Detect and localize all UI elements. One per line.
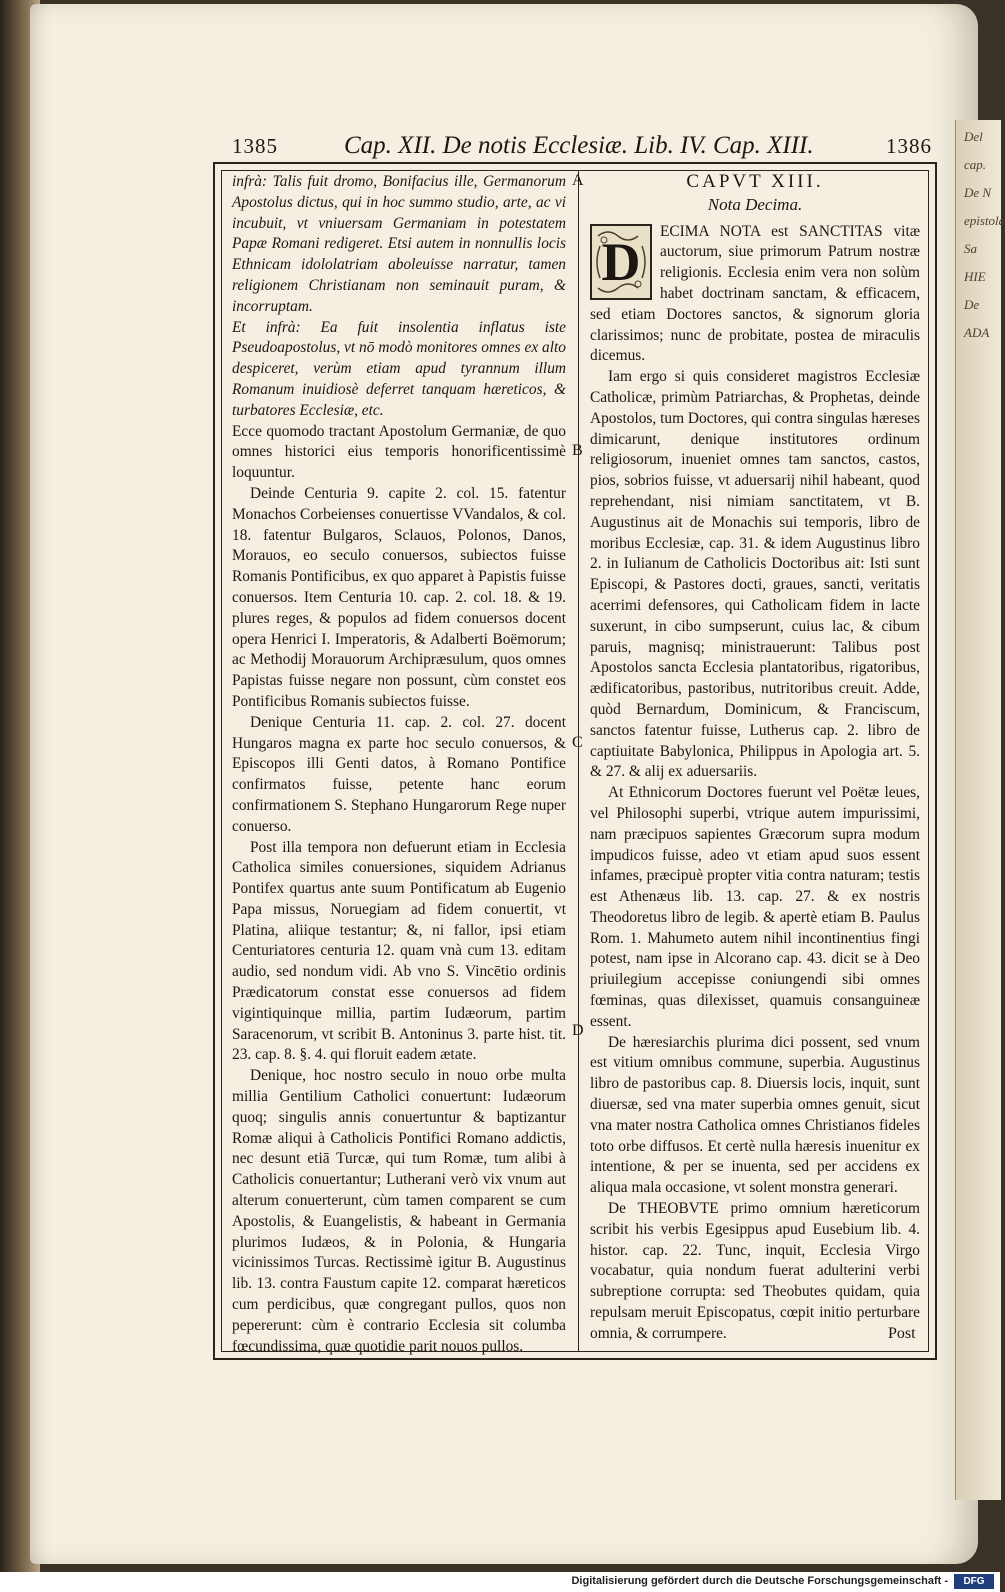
dropcap-letter: D xyxy=(601,231,641,292)
adjacent-fragment: HIE xyxy=(964,269,986,284)
adjacent-fragment: De xyxy=(964,297,980,312)
margin-letter-a: A xyxy=(572,172,584,189)
margin-letter-c: C xyxy=(572,734,583,751)
nota-heading: Nota Decima. xyxy=(707,194,803,214)
chapter-heading: CAPVT XIII. xyxy=(686,171,824,192)
paragraph: At Ethnicorum Doctores fuerunt vel Poëtæ leues, vel Philosophi superbi, vtrique autem impurissimi, nam præcipuos sapientes Græcorum supra modum impudicos fuisse, adeo vt etiam apud suos essent infames, præcipuè propter vitia contra naturam; testis est Athenæus lib. 13. cap. 27. & ex nostris Theodoretus libro de legib. & apertè etiam B. Paulus Rom. 1. Mahumeto autem nihil incontinentius fingi potest, nam ipse in Alcorano cap. 43. dicit se à Deo priuilegium accepisse coniungendi sibi omnes fœminas, quas dilexisset, quamuis consanguineæ essent. xyxy=(590,784,920,1030)
paragraph: infrà: Talis fuit dromo, Bonifacius ille, Germanorum Apostolus dictus, qui in hoc summo studio, arte, ac vi incubuit, vt vniuersam Germaniam in potestatem Papæ Romani redigeret. Etsi autem in nonnullis locis Ethnicam idololatriam aboleuisse narratur, tamen religionem Christianam non seminauit puram, & incorruptam. xyxy=(232,173,566,315)
adjacent-fragment: Sa xyxy=(964,241,977,256)
adjacent-fragment: De N xyxy=(964,185,992,200)
catchword: Post xyxy=(888,1325,916,1342)
left-column xyxy=(232,172,566,1357)
paragraph: De hæresiarchis plurima dici possent, sed vnum est vitium omnibus commune, superbia. Augustinus libro de pastoribus cap. 8. Diuersis locis, inquit, sunt diuersæ, sed vna mater superbia omnes genuit, sicut vna mater nostra Catholica omnes Christianos fideles toto orbe diffusos. Et certè nulla hæresis inuenitur ex intentione, & per se inuenta, sed per accidens ex aliqua mala occasione, vt solent monstra generari. xyxy=(590,1033,920,1197)
paragraph: Denique Centuria 11. cap. 2. col. 27. docent Hungaros magna ex parte hoc seculo conuersos, & Episcopos illi Genti datos, à Romano Pontifice confirmatos fuisse, petente hanc eorum confirmationem S. Stephano Hungarorum Rege nuper conuerso. xyxy=(232,713,566,835)
right-page-number: 1386 xyxy=(886,134,932,158)
right-column xyxy=(590,172,920,1345)
paragraph: Deinde Centuria 9. capite 2. col. 15. fatentur Monachos Corbeienses conuertisse VVandalos, & col. 18. fatentur Bulgaros, Sclauos, Polonos, Danos, Morauos, eo seculo conuersos, subiectos fuisse Romanis Pontificibus, ex quo apparet à Papistis fuisse conuersos. Item Centuria 10. cap. 2. col. 18. & 19. plures reges, & populos ad fidem conuersos docent opera Henrici I. Imperatoris, & Adalberti Boëmorum; ac Methodij Morauorum Archipræsulum, quos omnes Papistas fuisse negare non possunt, cùm constet eos Pontificibus Romanis subiectos fuisse. xyxy=(232,484,566,710)
adjacent-fragment: cap. xyxy=(964,157,987,172)
margin-letter-b: B xyxy=(572,442,583,459)
paragraph: Post illa tempora non defuerunt etiam in Ecclesia Catholica similes conuersiones, siquidem Adrianus Pontifex quartus ante suum Pontificatum ab Eugenio Papa missus, Noruegiam ad fidem conuertit, vt Platina, aliique testantur; &, ni fallor, ipsi etiam Centuriatores centuria 12. quam vnà cum 13. editam audio, sed nondum vidi. Ab vno S. Vincētio ordinis Prædicatorum constat esse conuersos ad fidem vigintiquinque millia, partim Iudæorum, partim Saracenorum, vt scribit B. Antoninus 3. parte hist. tit. 23. cap. 8. §. 4. qui floruit eadem ætate. xyxy=(232,838,566,1064)
adjacent-fragment: ADA xyxy=(964,325,990,340)
running-title: Cap. XII. De notis Ecclesiæ. Lib. IV. Cap. XIII. xyxy=(344,132,814,159)
adjacent-fragment: Del xyxy=(964,129,983,144)
paragraph: Iam ergo si quis consideret magistros Ecclesiæ Catholicæ, primùm Patriarchas, & Prophetas, deinde Apostolos, tum Doctores, qui contra singulas hæreses dimicarunt, denique institutores ordinum religiosorum, inueniet omnes tam sanctos, castos, pios, sobrios fuisse, vt aduersarij nihil habeant, quod reprehendant, nisi nimiam sanctitatem, vt B. Augustinus ait de Monachis sui temporis, libro de moribus Ecclesiæ, cap. 31. & idem Augustinus libro 2. in Iulianum de Catholicis Doctoribus ait: Isti sunt Episcopi, & Pastores docti, graues, sancti, veritatis acerrimi defensores, qui Catholicam fidem in lacte suxerunt, in cibo sumpserunt, cuius lac, & cibum paruis, magnisq; ministrauerunt: Talibus post Apostolos sancta Ecclesia plantatoribus, rigatoribus, ædificatoribus, pastoribus, nutritoribus creuit. Adde, quòd Bernardum, Dominicum, & Franciscum, sanctos fatentur fuisse, Lutherus cap. 2. libro de captiuitate Babylonica, Philippus in Apologia art. 5. & 27. & alij ex aduersariis. xyxy=(590,368,921,781)
margin-letter-d: D xyxy=(572,1022,584,1039)
paragraph: Et infrà: Ea fuit insolentia inflatus iste Pseudoapostolus, vt nō modò monitores omnes ex alto despiceret, verùm etiam apud tyrannum illum Romanum inuidiosè deferret tanquam hæreticos, & turbatores Ecclesiæ, etc. xyxy=(232,318,566,419)
opening-paragraph: ECIMA NOTA est SANCTITAS vitæ auctorum, siue primorum Patrum nostræ religionis. Ecclesia enim vera non solùm habet doctrinam sanctam, & efficacem, sed etiam Doctores sanctos, & signorum gloria clarissimos; nunc de probitate, postea de miraculis dicemus. xyxy=(590,222,920,365)
paragraph: Ecce quomodo tractant Apostolum Germaniæ, de quo omnes historici eius temporis honorificentissimè loquuntur. xyxy=(232,422,566,482)
funding-credit: Digitalisierung gefördert durch die Deutsche Forschungsgemeinschaft - xyxy=(571,1575,948,1587)
dfg-logo: DFG xyxy=(954,1574,994,1589)
adjacent-page-edge xyxy=(955,120,1005,1500)
paragraph: Denique, hoc nostro seculo in nouo orbe multa millia Gentilium Catholici conuertunt: Iudæorum quoq; singulis annis conuertuntur & baptizantur Romæ aliqui à Catholicis Pontifici Romano addictis, nec desunt etiā Turcæ, qui tum Romæ, tum alibi à Catholicis conuertantur; Lutherani verò vix vnum aut alterum conuerterunt, cùm tamen comparent se cum Apostolis, & Euangelistis, & habeant in Germania plurimos Iudæos, & in Polonia, & Hungaria vicinissimos Turcas. Rectissimè igitur B. Augustinus lib. 13. contra Faustum capite 12. comparat hæreticos cum perdicibus, quæ congregant pullos, quos non pepererunt: cùm è contrario Ecclesia sit columba fœcundissima, quæ quotidie parit nouos pullos. xyxy=(232,1067,566,1355)
running-head xyxy=(232,132,932,162)
left-page-number: 1385 xyxy=(232,134,278,158)
adjacent-fragment: epistola xyxy=(964,213,1005,228)
ornamental-initial-d xyxy=(590,224,652,300)
column-divider xyxy=(578,171,579,1351)
paragraph: De THEOBVTE primo omnium hæreticorum scribit his verbis Egesippus apud Eusebium lib. 4. histor. cap. 22. Tunc, inquit, Ecclesia Virgo vocabatur, quia nondum fuerat adulterini verbi subreptione corrupta: sed Theobutes quidam, quia repulsam meruit Episcopatus, cœpit initio perturbare omnia, & corrumpere. xyxy=(590,1200,920,1342)
